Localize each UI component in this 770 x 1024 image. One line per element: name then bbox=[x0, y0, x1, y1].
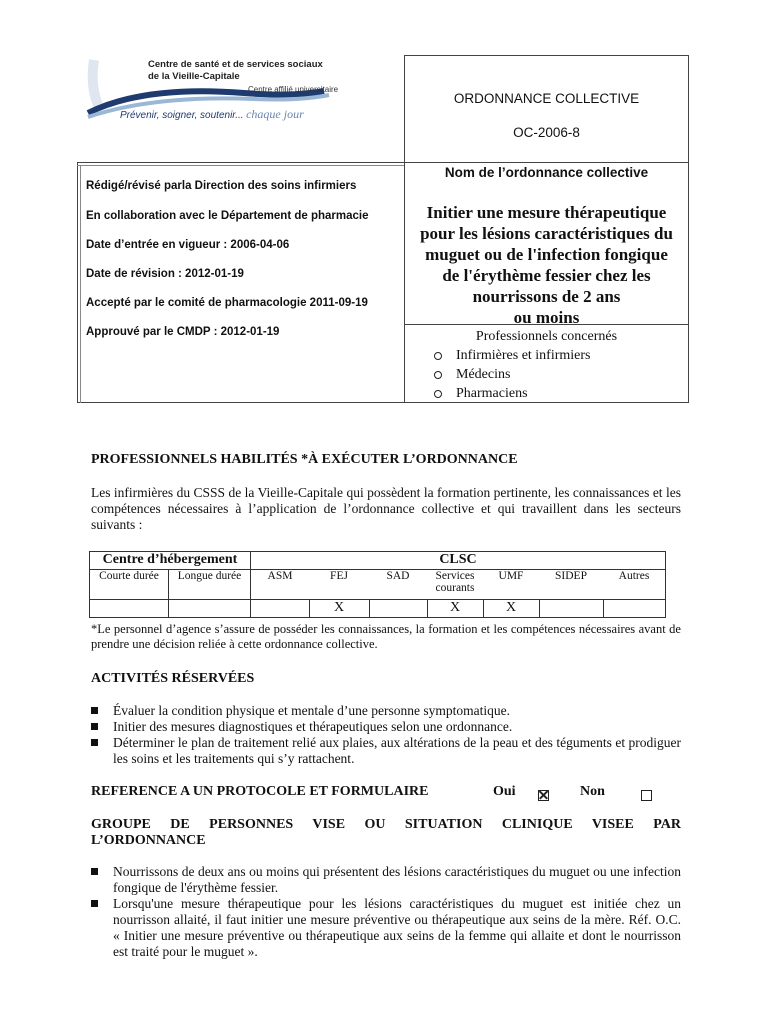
order-name bbox=[404, 202, 689, 328]
table-mark bbox=[90, 600, 169, 618]
logo-slogan-script: chaque jour bbox=[246, 107, 304, 121]
professional-item: Infirmières et infirmiers bbox=[404, 346, 689, 365]
table-mark: X bbox=[483, 600, 539, 618]
list-item: Nourrissons de deux ans ou moins qui présentent des lésions caractéristiques du muguet ou une infection fongique de l'érythème fessier. bbox=[91, 864, 681, 896]
table-col-header: Courte durée bbox=[90, 570, 169, 600]
bullet-icon bbox=[434, 390, 442, 398]
section-groupe-title: GROUPE DE PERSONNES VISE OU SITUATION CLINIQUE VISEE PAR L’ORDONNANCE bbox=[91, 817, 681, 848]
professional-item: Pharmaciens bbox=[404, 384, 689, 403]
meta-accepte: Accepté par le comité de pharmacologie 2011-09-19 bbox=[86, 297, 368, 309]
table-group-hebergement: Centre d’hébergement bbox=[90, 552, 251, 570]
list-item: Évaluer la condition physique et mentale d’une personne symptomatique. bbox=[91, 703, 681, 719]
oui-checkbox[interactable] bbox=[538, 790, 549, 801]
professional-item: Médecins bbox=[404, 365, 689, 384]
section-professionnels-intro: Les infirmières du CSSS de la Vieille-Capitale qui possèdent la formation pertinente, les connaissances et les compétences nécessaires à l’application de l’ordonnance collective et qui travaillent dans les secteurs suivants : bbox=[91, 485, 681, 532]
section-reference-title: REFERENCE A UN PROTOCOLE ET FORMULAIRE bbox=[91, 784, 429, 799]
header-block bbox=[0, 0, 770, 410]
order-name-line: muguet ou de l'infection fongique bbox=[425, 245, 668, 264]
professionals-block bbox=[404, 327, 689, 403]
section-activites-title: ACTIVITÉS RÉSERVÉES bbox=[91, 671, 255, 686]
oui-label: Oui bbox=[493, 784, 516, 799]
table-mark bbox=[369, 600, 427, 618]
table-col-header: ASM bbox=[251, 570, 310, 600]
list-item: Lorsqu'une mesure thérapeutique pour les lésions caractéristiques du muguet est initiée chez un nourrisson allaité, il faut initier une mesure préventive ou thérapeutique aux seins de la mère. Réf. O.C. « Initier une mesure préventive ou thérapeutique aux seins de la femme qui allaite et dont le nourrisson est traité pour le muguet ». bbox=[91, 896, 681, 960]
order-name-line: pour les lésions caractéristiques du bbox=[420, 224, 673, 243]
section-professionnels-footnote: *Le personnel d’agence s’assure de posséder les connaissances, la formation et les compétences nécessaires avant de prendre une décision reliée à cette ordonnance collective. bbox=[91, 622, 681, 651]
table-mark bbox=[539, 600, 603, 618]
table-mark bbox=[251, 600, 310, 618]
table-mark: X bbox=[309, 600, 369, 618]
table-mark bbox=[169, 600, 251, 618]
logo-slogan: Prévenir, soigner, soutenir... bbox=[120, 110, 244, 121]
table-col-header: SIDEP bbox=[539, 570, 603, 600]
meta-date-revision: Date de révision : 2012-01-19 bbox=[86, 268, 244, 280]
table-col-header: Services courants bbox=[427, 570, 483, 600]
table-col-header: Longue durée bbox=[169, 570, 251, 600]
table-group-clsc: CLSC bbox=[251, 552, 666, 570]
name-heading: Nom de l’ordonnance collective bbox=[444, 165, 649, 180]
non-checkbox[interactable] bbox=[641, 790, 652, 801]
non-label: Non bbox=[580, 784, 605, 799]
sectors-table bbox=[89, 551, 666, 618]
logo-org-line2: de la Vieille-Capitale bbox=[148, 71, 240, 82]
meta-approuve: Approuvé par le CMDP : 2012-01-19 bbox=[86, 326, 280, 338]
table-mark: X bbox=[427, 600, 483, 618]
list-item: Déterminer le plan de traitement relié aux plaies, aux altérations de la peau et des téguments et prodiguer les soins et les traitements qui s’y rattachent. bbox=[91, 735, 681, 767]
professionals-heading: Professionnels concernés bbox=[475, 329, 618, 344]
table-col-header: SAD bbox=[369, 570, 427, 600]
meta-collaboration: En collaboration avec le Département de pharmacie bbox=[86, 210, 369, 222]
doc-number: OC-2006-8 bbox=[513, 125, 580, 140]
logo bbox=[84, 55, 384, 130]
order-name-line: Initier une mesure thérapeutique bbox=[426, 203, 667, 222]
order-name-line: ou moins bbox=[513, 308, 580, 327]
logo-org-line1: Centre de santé et de services sociaux bbox=[148, 59, 323, 70]
bullet-icon bbox=[434, 371, 442, 379]
square-bullet-icon bbox=[91, 707, 98, 714]
doc-type: ORDONNANCE COLLECTIVE bbox=[453, 91, 640, 106]
square-bullet-icon bbox=[91, 739, 98, 746]
square-bullet-icon bbox=[91, 868, 98, 875]
bullet-icon bbox=[434, 352, 442, 360]
activites-list bbox=[91, 703, 681, 767]
square-bullet-icon bbox=[91, 900, 98, 907]
logo-affiliation: Centre affilié universitaire bbox=[248, 85, 339, 94]
list-item: Initier des mesures diagnostiques et thérapeutiques selon une ordonnance. bbox=[91, 719, 681, 735]
section-professionnels-title: PROFESSIONNELS HABILITÉS *À EXÉCUTER L’ORDONNANCE bbox=[91, 452, 518, 467]
meta-date-entree: Date d’entrée en vigueur : 2006-04-06 bbox=[86, 239, 290, 251]
table-col-header: Autres bbox=[603, 570, 666, 600]
table-col-header: UMF bbox=[483, 570, 539, 600]
table-col-header: FEJ bbox=[309, 570, 369, 600]
table-mark bbox=[603, 600, 666, 618]
order-name-line: de l'érythème fessier chez les bbox=[442, 266, 651, 285]
square-bullet-icon bbox=[91, 723, 98, 730]
order-name-line: nourrissons de 2 ans bbox=[472, 287, 621, 306]
meta-redige: Rédigé/révisé parla Direction des soins infirmiers bbox=[86, 180, 357, 192]
groupe-list bbox=[91, 864, 681, 960]
